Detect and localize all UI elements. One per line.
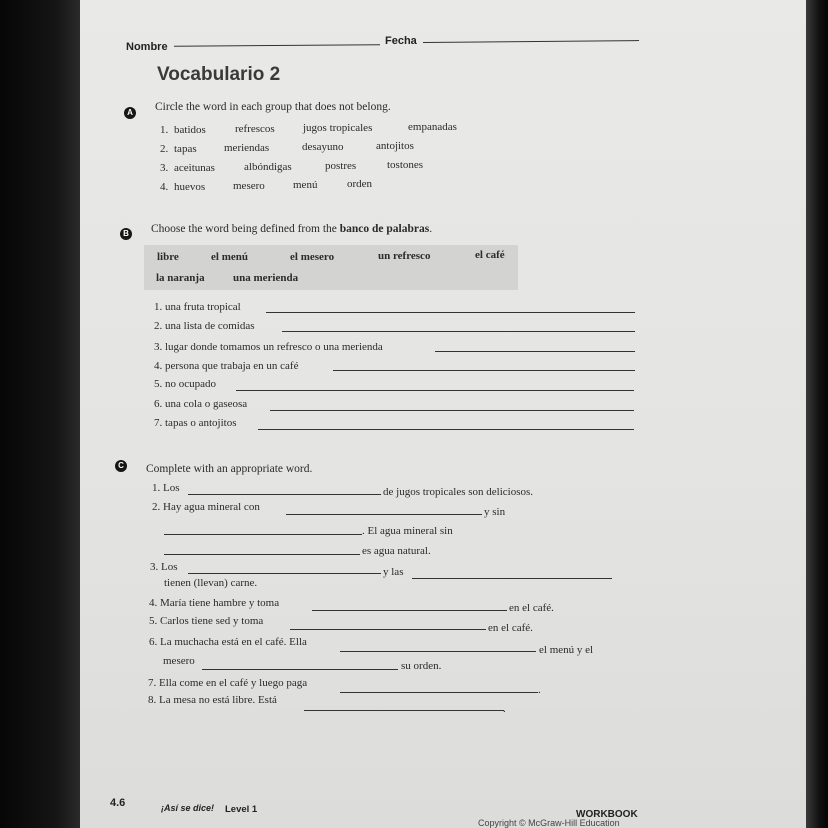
bank-word: un refresco <box>378 250 431 262</box>
page-title: Vocabulario 2 <box>157 64 281 85</box>
answer-blank[interactable] <box>435 351 635 352</box>
bank-word: la naranja <box>156 272 205 284</box>
answer-blank[interactable] <box>312 610 507 611</box>
item-8-start: 8. La mesa no está libre. Está <box>148 694 277 706</box>
word-option[interactable]: meriendas <box>224 142 270 154</box>
item-6-mesero: mesero <box>163 655 195 667</box>
background-left-edge <box>0 0 80 828</box>
word-bank <box>144 245 518 290</box>
item-8-end: . <box>503 703 506 715</box>
definition-item: 2. una lista de comidas <box>154 320 255 332</box>
word-option[interactable]: aceitunas <box>174 162 215 174</box>
word-option[interactable]: mesero <box>233 180 265 192</box>
answer-blank[interactable] <box>290 629 486 630</box>
word-option[interactable]: huevos <box>174 181 206 193</box>
answer-blank[interactable] <box>164 534 362 535</box>
bank-title: banco de palabras <box>339 223 430 235</box>
nombre-blank[interactable] <box>174 44 380 46</box>
word-option[interactable]: menú <box>293 179 318 191</box>
bank-word: el café <box>475 249 505 261</box>
bank-word: libre <box>157 251 179 263</box>
definition-item: 4. persona que trabaja en un café <box>154 360 299 372</box>
item-5-start: 5. Carlos tiene sed y toma <box>149 615 264 627</box>
item-7-end: . <box>538 684 541 696</box>
row-number: 2. <box>160 143 169 155</box>
row-number: 1. <box>160 124 169 136</box>
definition-item: 6. una cola o gaseosa <box>154 398 248 410</box>
item-5-end: en el café. <box>488 622 533 634</box>
item-1-start: 1. Los <box>152 482 180 494</box>
answer-blank[interactable] <box>304 710 504 711</box>
item-2-start: 2. Hay agua mineral con <box>152 501 260 513</box>
bank-word: una merienda <box>233 272 299 284</box>
answer-blank[interactable] <box>266 312 635 313</box>
definition-item: 5. no ocupado <box>154 378 217 390</box>
answer-blank[interactable] <box>188 573 381 574</box>
definition-item: 3. lugar donde tomamos un refresco o una merienda <box>154 341 383 353</box>
word-option[interactable]: tostones <box>387 159 424 171</box>
bank-word: el mesero <box>290 251 335 263</box>
bank-word: el menú <box>211 251 248 263</box>
item-1-end: de jugos tropicales son deliciosos. <box>383 486 534 498</box>
answer-blank[interactable] <box>412 578 612 579</box>
background-right-edge <box>806 0 828 828</box>
section-b-instruction: Choose the word being defined from the banco de palabras. <box>151 223 433 235</box>
section-c-badge: C <box>115 460 127 472</box>
answer-blank[interactable] <box>164 554 360 555</box>
word-option[interactable]: desayuno <box>302 141 344 153</box>
nombre-label: Nombre <box>126 41 168 53</box>
section-c-instruction: Complete with an appropriate word. <box>146 463 313 475</box>
item-3-start: 3. Los <box>150 561 178 573</box>
answer-blank[interactable] <box>236 390 634 391</box>
row-number: 4. <box>160 181 169 193</box>
section-b-badge: B <box>120 228 132 240</box>
word-option[interactable]: orden <box>347 178 373 190</box>
copyright-notice: Copyright © McGraw-Hill Education <box>478 818 620 828</box>
item-6-end: su orden. <box>401 660 442 672</box>
answer-blank[interactable] <box>270 410 634 411</box>
book-title: ¡Así se dice! <box>161 803 215 813</box>
item-6-start: 6. La muchacha está en el café. Ella <box>149 636 307 648</box>
word-option[interactable]: batidos <box>174 124 206 136</box>
page-number: 4.6 <box>110 797 126 809</box>
row-number: 3. <box>160 162 169 174</box>
word-option[interactable]: tapas <box>174 143 197 155</box>
fecha-label: Fecha <box>385 35 417 47</box>
answer-blank[interactable] <box>333 370 635 371</box>
item-2-middle: . El agua mineral sin <box>362 525 453 537</box>
item-2-ysin: y sin <box>484 506 506 518</box>
answer-blank[interactable] <box>188 494 381 495</box>
section-a-badge: A <box>124 107 136 119</box>
answer-blank[interactable] <box>340 651 536 652</box>
item-2-end: es agua natural. <box>362 545 431 557</box>
book-level: Level 1 <box>225 804 258 815</box>
item-6-mid: el menú y el <box>539 644 594 656</box>
definition-item: 1. una fruta tropical <box>154 301 241 313</box>
section-a-instruction: Circle the word in each group that does not belong. <box>155 101 391 113</box>
answer-blank[interactable] <box>340 692 538 693</box>
item-3-end: tienen (llevan) carne. <box>164 577 258 589</box>
word-option[interactable]: refrescos <box>235 123 275 135</box>
answer-blank[interactable] <box>282 331 635 332</box>
definition-item: 7. tapas o antojitos <box>154 417 237 429</box>
answer-blank[interactable] <box>258 429 634 430</box>
word-option[interactable]: empanadas <box>408 121 457 133</box>
item-3-ylas: y las <box>383 566 404 578</box>
worksheet-page <box>80 0 806 828</box>
word-option[interactable]: postres <box>325 160 357 172</box>
item-7-start: 7. Ella come en el café y luego paga <box>148 677 308 689</box>
item-4-start: 4. María tiene hambre y toma <box>149 597 280 609</box>
item-4-end: en el café. <box>509 602 554 614</box>
answer-blank[interactable] <box>202 669 398 670</box>
word-option[interactable]: antojitos <box>376 140 414 152</box>
word-option[interactable]: jugos tropicales <box>303 122 373 134</box>
answer-blank[interactable] <box>286 514 482 515</box>
fecha-blank[interactable] <box>423 40 639 43</box>
word-option[interactable]: albóndigas <box>244 161 292 173</box>
workbook-label: WORKBOOK <box>576 809 638 820</box>
